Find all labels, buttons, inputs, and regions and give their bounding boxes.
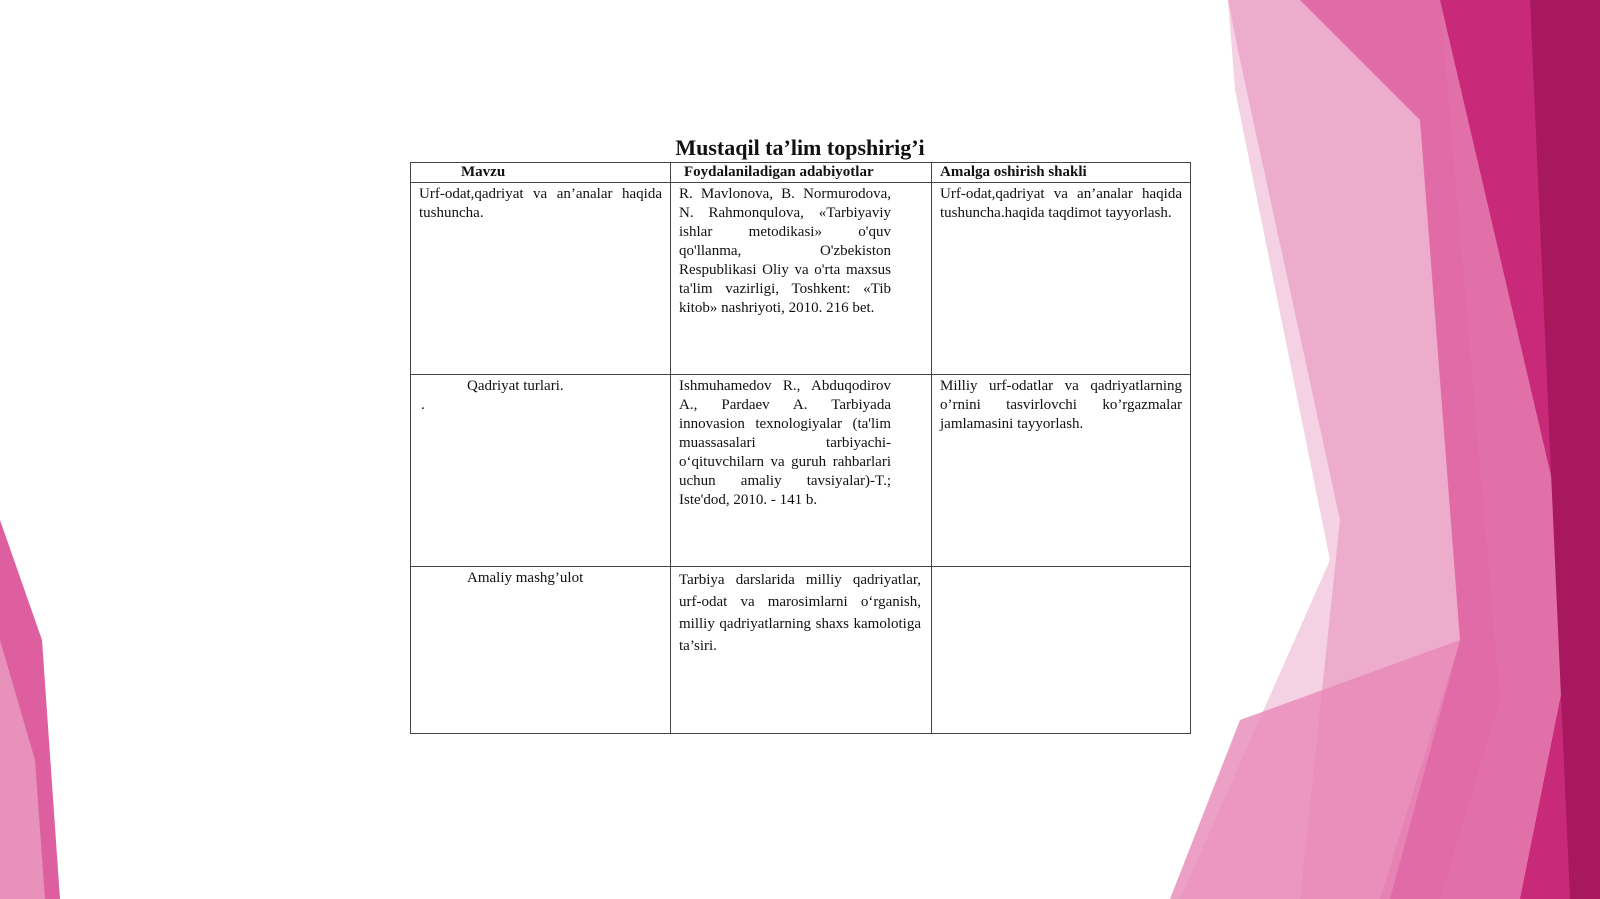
table-header-row (411, 163, 1191, 183)
task-table (410, 162, 1191, 734)
form-cell: Urf-odat,qadriyat va an’analar haqida tushuncha.haqida taqdimot tayyorlash. (932, 183, 1191, 375)
sources-cell (671, 183, 932, 375)
topic-extra-text: . (421, 397, 425, 413)
sources-text: Tarbiya darslarida milliy qadriyatlar, urf-odat va marosimlarni o‘rganish, milliy qadriyatlarning shaxs kamolotiga ta’siri. (679, 572, 921, 654)
sources-text: R. Mavlonova, B. Normurodova, N. Rahmonqulova, «Tarbiyaviy ishlar metodikasi» o'quv qo'llanma, O'zbekiston Respublikasi Oliy va o'rta maxsus ta'lim vazirligi, Toshkent: «Tib kitob» nashriyoti, 2010. 216 bet. (679, 186, 891, 316)
form-cell: Milliy urf-odatlar va qadriyatlarning o’rnini tasvirlovchi ko’rgazmalar jamlamasini tayyorlash. (932, 375, 1191, 567)
header-sources: Foydalaniladigan adabiyotlar (671, 163, 932, 183)
table-row (411, 567, 1191, 734)
table-row (411, 375, 1191, 567)
topic-cell: Urf-odat,qadriyat va an’analar haqida tushuncha. (411, 183, 671, 375)
header-form: Amalga oshirish shakli (932, 163, 1191, 183)
header-topic: Mavzu (411, 163, 671, 183)
topic-cell (411, 375, 671, 567)
sources-cell (671, 567, 932, 734)
topic-text: Qadriyat turlari. (467, 378, 564, 394)
form-cell (932, 567, 1191, 734)
topic-text: Amaliy mashg’ulot (467, 570, 584, 586)
table-row (411, 183, 1191, 375)
topic-cell (411, 567, 671, 734)
sources-text: Ishmuhamedov R., Abduqodirov A., Pardaev A. Tarbiyada innovasion texnologiyalar (ta'lim muassasalari tarbiyachi-o‘qituvchilarn va guruh rahbarlari uchun amaliy tavsiyalar)-T.; Iste'dod, 2010. - 141 b. (679, 378, 891, 508)
sources-cell (671, 375, 932, 567)
document-title: Mustaqil ta’lim topshirig’i (675, 135, 925, 160)
